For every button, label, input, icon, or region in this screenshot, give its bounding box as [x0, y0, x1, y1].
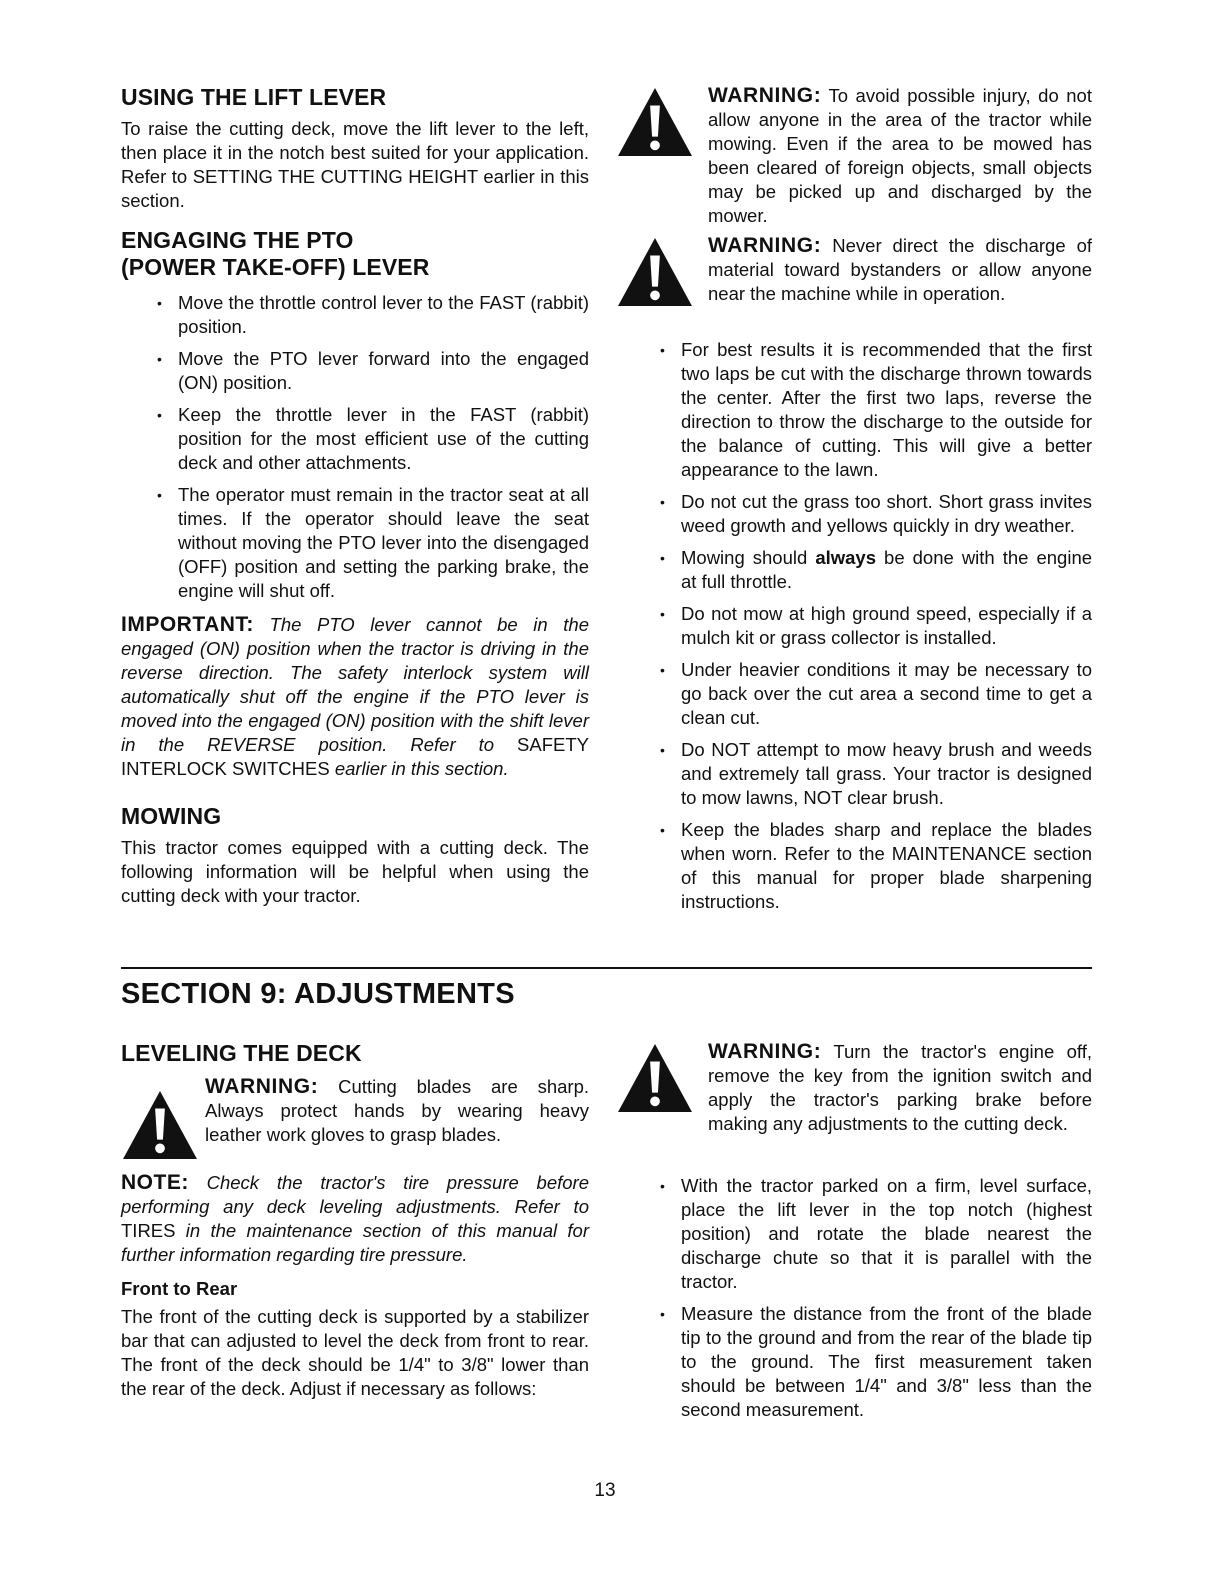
warning-body: Cutting blades are sharp. Always protect hands by wearing heavy leather work gloves to grasp blades.: [205, 1076, 589, 1145]
list-item: • Keep the blades sharp and replace the blades when worn. Refer to the MAINTENANCE section of this manual for proper blade sharpening instructions.: [681, 818, 1092, 914]
pto-bullet-list: [178, 291, 589, 603]
warning-triangle-icon: [121, 1089, 199, 1161]
list-item: • Do NOT attempt to mow heavy brush and weeds and extremely tall grass. Your tractor is designed to mow lawns, NOT clear brush.: [681, 738, 1092, 810]
mowing-bullet-list: [681, 338, 1092, 914]
important-reference: SAFETY INTERLOCK SWITCHES: [121, 734, 590, 779]
list-item: • Move the throttle control lever to the FAST (rabbit) position.: [178, 291, 589, 339]
always-emphasis: always: [815, 547, 877, 568]
section-divider: [121, 967, 1092, 969]
mowing-warning-1: [616, 84, 1092, 228]
note-reference: TIRES: [121, 1220, 176, 1241]
list-item: • The operator must remain in the tractor seat at all times. If the operator should leave the seat without moving the PTO lever into the disengaged (OFF) position and setting the parking brake, the engine will shut off.: [178, 483, 589, 603]
warning-text: [708, 1040, 1092, 1136]
mowing-heading: MOWING: [121, 803, 222, 829]
leveling-warning: [121, 1075, 589, 1161]
list-item: • Measure the distance from the front of the blade tip to the ground and from the rear of the blade tip to the ground. The first measurement taken should be between 1/4" and 3/8" less than the second measurement.: [681, 1302, 1092, 1422]
list-item: [681, 546, 1092, 594]
tire-pressure-note: [121, 1171, 589, 1267]
warning-label: WARNING:: [205, 1075, 319, 1098]
note-label: NOTE:: [121, 1171, 189, 1194]
important-text-end: earlier in this section.: [334, 758, 509, 779]
warning-triangle-icon: [616, 236, 694, 308]
warning-body: Never direct the discharge of material toward bystanders or allow anyone near the machine while in operation.: [708, 235, 1092, 304]
list-item: • Under heavier conditions it may be necessary to go back over the cut area a second time to get a clean cut.: [681, 658, 1092, 730]
list-item: • Keep the throttle lever in the FAST (rabbit) position for the most efficient use of the cutting deck and other attachments.: [178, 403, 589, 475]
lift-lever-heading: USING THE LIFT LEVER: [121, 84, 387, 110]
front-to-rear-heading: Front to Rear: [121, 1278, 238, 1299]
list-item: • For best results it is recommended that the first two laps be cut with the discharge thrown towards the center. After the first two laps, reverse the direction to throw the discharge to the outside for the balance of cutting. This will give a better appearance to the lawn.: [681, 338, 1092, 482]
important-text: The PTO lever cannot be in the engaged (ON) position when the tractor is driving in the reverse direction. The safety interlock system will automatically shut off the engine if the PTO lever is moved into the engaged (ON) position with the shift lever in the REVERSE position. Refer to: [121, 614, 589, 755]
warning-body: Turn the tractor's engine off, remove the key from the ignition switch and apply the tractor's parking brake before making any adjustments to the cutting deck.: [708, 1041, 1092, 1134]
always-text-before: Mowing should: [681, 547, 808, 568]
always-text-after: be done with the engine at full throttle.: [681, 547, 1093, 592]
warning-label: WARNING:: [708, 1040, 822, 1063]
warning-label: WARNING:: [708, 84, 822, 107]
warning-body: To avoid possible injury, do not allow anyone in the area of the tractor while mowing. Even if the area to be mowed has been cleared of foreign objects, small objects may be picked up and discharged by the mower.: [708, 85, 1092, 226]
list-item: • Do not cut the grass too short. Short grass invites weed growth and yellows quickly in dry weather.: [681, 490, 1092, 538]
section-title: SECTION 9: ADJUSTMENTS: [121, 978, 515, 1010]
warning-triangle-icon: [616, 1042, 694, 1114]
important-note: [121, 613, 589, 781]
front-to-rear-body: The front of the cutting deck is supported by a stabilizer bar that can adjusted to level the deck from front to rear. The front of the deck should be 1/4" to 3/8" lower than the rear of the deck. Adjust if necessary as follows:: [121, 1306, 589, 1399]
leveling-bullet-list: [681, 1174, 1092, 1422]
warning-text: [708, 234, 1092, 306]
list-item: • Move the PTO lever forward into the engaged (ON) position.: [178, 347, 589, 395]
list-item: • Do not mow at high ground speed, especially if a mulch kit or grass collector is installed.: [681, 602, 1092, 650]
right-column-bottom: [616, 1040, 1092, 1430]
right-column-top: [616, 84, 1092, 922]
list-item: • With the tractor parked on a firm, level surface, place the lift lever in the top notch (highest position) and rotate the blade nearest the discharge chute so that it is parallel with the tractor.: [681, 1174, 1092, 1294]
page-number: 13: [594, 1480, 616, 1501]
note-text-end: in the maintenance section of this manual for further information regarding tire pressure.: [121, 1220, 589, 1265]
lift-lever-body: To raise the cutting deck, move the lift lever to the left, then place it in the notch best suited for your application. Refer to SETTING THE CUTTING HEIGHT earlier in this section.: [121, 118, 589, 211]
pto-heading-line2: (POWER TAKE-OFF) LEVER: [121, 254, 430, 280]
warning-text: [708, 84, 1092, 228]
left-column-bottom: [121, 1040, 589, 1401]
mowing-body: This tractor comes equipped with a cutting deck. The following information will be helpful when using the cutting deck with your tractor.: [121, 837, 589, 906]
pto-heading-line1: ENGAGING THE PTO: [121, 227, 354, 253]
warning-label: WARNING:: [708, 234, 822, 257]
warning-triangle-icon: [616, 86, 694, 158]
adjustment-warning: [616, 1040, 1092, 1164]
mowing-warning-2: [616, 234, 1092, 330]
leveling-heading: LEVELING THE DECK: [121, 1040, 362, 1066]
important-label: IMPORTANT:: [121, 613, 254, 636]
warning-text: [205, 1075, 589, 1147]
left-column-top: [121, 84, 589, 908]
note-text: Check the tractor's tire pressure before performing any deck leveling adjustments. Refer to: [121, 1172, 589, 1217]
